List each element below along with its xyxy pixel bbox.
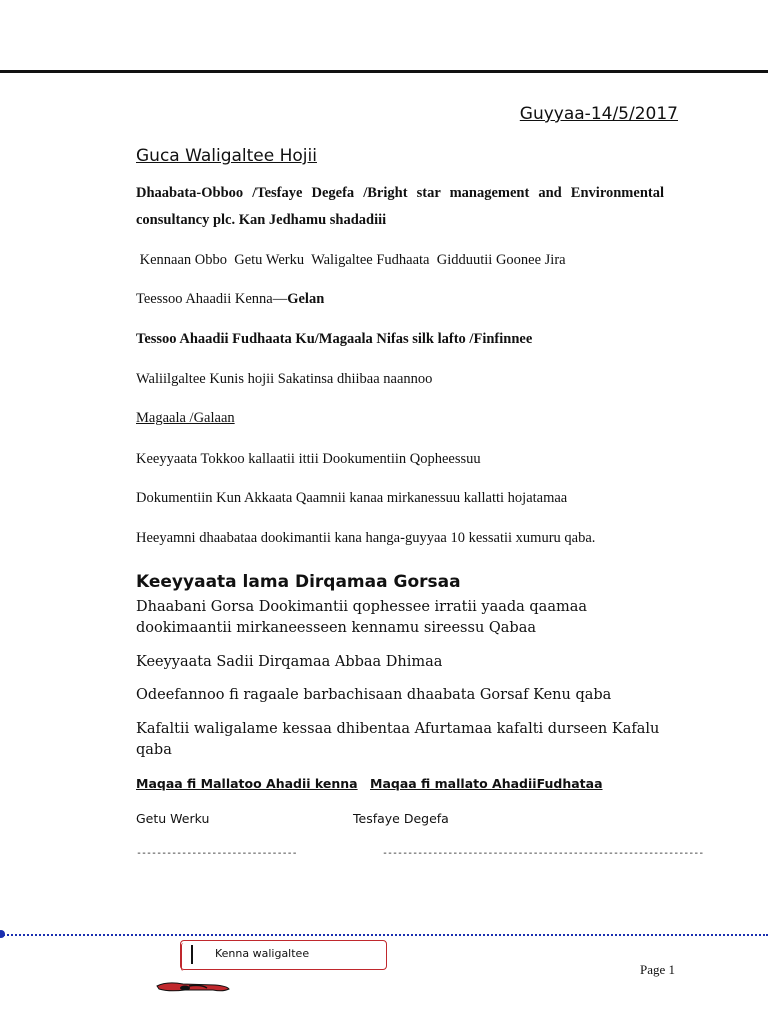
paragraph-document-approval: Dokumentiin Kun Akkaata Qaamnii kanaa mirkanessuu kallatti hojatamaa <box>136 490 568 506</box>
section-paragraph-information: Odeefannoo fi ragaale barbachisaan dhaabata Gorsaf Kenu qaba <box>136 687 612 703</box>
text-cursor-icon <box>191 945 193 964</box>
signature-heading-giver: Maqaa fi Mallatoo Ahadii kenna <box>136 776 358 791</box>
signature-name-receiver: Tesfaye Degefa <box>353 811 449 826</box>
giver-address-value: Gelan <box>287 291 325 307</box>
section-title: Keeyyaata lama Dirqamaa Gorsaa <box>136 572 461 592</box>
document-heading: Guca Waligaltee Hojii <box>136 146 317 166</box>
paragraph-giver-address <box>136 286 664 313</box>
paragraph-location: Magaala /Galaan <box>136 410 235 426</box>
page-number: Page 1 <box>640 962 676 977</box>
paragraph-deadline: Heeyamni dhaabataa dookimantii kana hanga-guyyaa 10 kessatii xumuru qaba. <box>136 530 596 546</box>
signature-heading-receiver: Maqaa fi mallato AhadiiFudhataa <box>370 776 603 791</box>
header-rule <box>0 70 768 73</box>
footer-dotted-rule <box>0 934 768 936</box>
paragraph-article-one: Keeyyaata Tokkoo kallaatii ittii Dookumentiin Qopheessuu <box>136 451 481 467</box>
signature-line-giver: -------------------------------- <box>136 848 297 859</box>
document-date: Guyyaa-14/5/2017 <box>519 104 678 124</box>
signature-line-receiver: ---------------------------------------------------------------- <box>382 848 704 859</box>
paragraph-recipient: Kennaan Obbo Getu Werku Waligaltee Fudhaata Gidduutii Goonee Jira <box>136 252 566 268</box>
paragraph-parties: Dhaabata-Obboo /Tesfaye Degefa /Bright star management and Environmental consultancy plc. Kan Jedhamu shadadiii <box>136 185 664 228</box>
signature-name-giver: Getu Werku <box>136 811 210 826</box>
giver-address-label: Teessoo Ahaadii Kenna— <box>136 291 288 307</box>
section-paragraph-payment: Kafaltii waligalame kessaa dhibentaa Afurtamaa kafalti durseen Kafalu qaba <box>136 721 660 758</box>
footer-label-box <box>180 940 387 970</box>
footer-label-text: Kenna waligaltee <box>215 947 310 960</box>
paragraph-receiver-address: Tessoo Ahaadii Fudhaata Ku/Magaala Nifas silk lafto /Finfinnee <box>136 331 533 347</box>
paragraph-agreement-scope: Waliilgaltee Kunis hojii Sakatinsa dhiibaa naannoo <box>136 371 433 387</box>
section-paragraph-advisor: Dhaabani Gorsa Dookimantii qophessee irratii yaada qaamaa dookimaantii mirkaneesseen kennamu sireessu Qabaa <box>136 599 588 636</box>
section-paragraph-article-three: Keeyyaata Sadii Dirqamaa Abbaa Dhimaa <box>136 654 443 670</box>
scroll-curl-decoration <box>181 943 186 971</box>
scroll-ornament-icon <box>155 978 235 998</box>
